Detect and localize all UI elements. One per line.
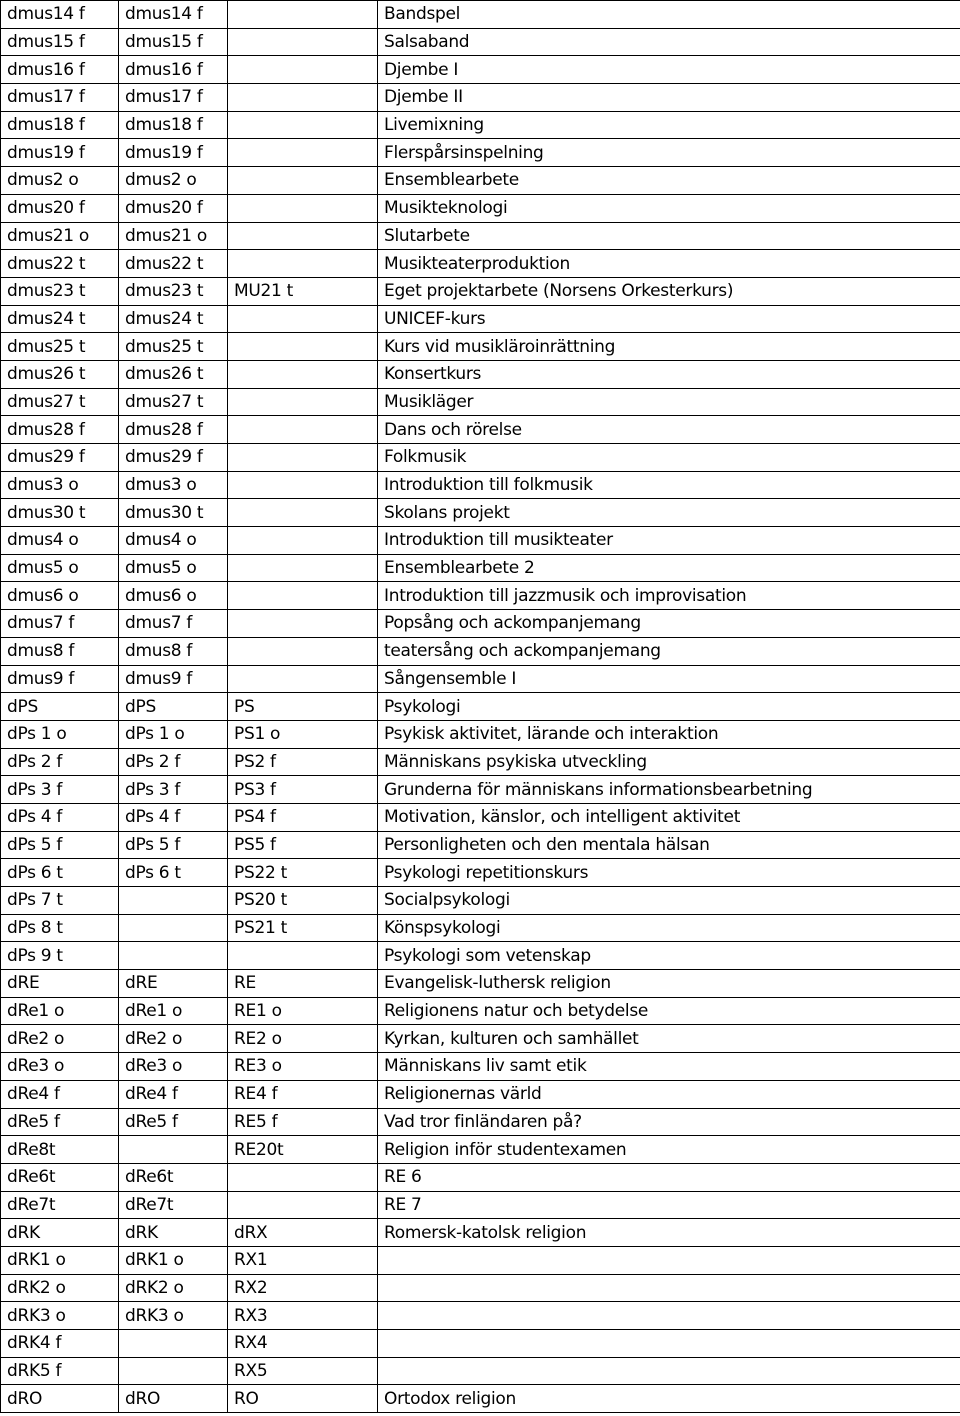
- table-row: [1, 1246, 960, 1274]
- code-cell-alt: dPs 2 f: [119, 748, 228, 776]
- code-cell: dRK5 f: [1, 1357, 119, 1385]
- course-name-cell: Ensemblearbete: [378, 167, 960, 195]
- table-row: [1, 1163, 960, 1191]
- code-cell-alt: dRe6t: [119, 1163, 228, 1191]
- table-row: [1, 859, 960, 887]
- code-cell-alt: dmus21 o: [119, 222, 228, 250]
- old-code-cell: [228, 167, 378, 195]
- code-cell-alt: dmus5 o: [119, 554, 228, 582]
- code-cell-alt: dmus9 f: [119, 665, 228, 693]
- code-cell-alt: dPs 3 f: [119, 776, 228, 804]
- table-row: [1, 637, 960, 665]
- code-cell: dPs 5 f: [1, 831, 119, 859]
- table-body: [1, 1, 960, 1413]
- course-name-cell: Introduktion till musikteater: [378, 527, 960, 555]
- old-code-cell: PS5 f: [228, 831, 378, 859]
- code-cell: dRK: [1, 1219, 119, 1247]
- code-cell: dRe4 f: [1, 1080, 119, 1108]
- course-name-cell: Skolans projekt: [378, 499, 960, 527]
- old-code-cell: [228, 942, 378, 970]
- course-name-cell: Psykologi repetitionskurs: [378, 859, 960, 887]
- course-name-cell: teatersång och ackompanjemang: [378, 637, 960, 665]
- course-name-cell: RE 7: [378, 1191, 960, 1219]
- old-code-cell: [228, 610, 378, 638]
- table-row: [1, 305, 960, 333]
- code-cell-alt: dmus19 f: [119, 139, 228, 167]
- table-row: [1, 720, 960, 748]
- table-row: [1, 693, 960, 721]
- code-cell-alt: [119, 1330, 228, 1358]
- code-cell-alt: dmus27 t: [119, 388, 228, 416]
- course-name-cell: Människans psykiska utveckling: [378, 748, 960, 776]
- code-cell: dPs 6 t: [1, 859, 119, 887]
- course-name-cell: Introduktion till jazzmusik och improvisation: [378, 582, 960, 610]
- code-cell: dmus16 f: [1, 56, 119, 84]
- code-cell: dmus29 f: [1, 444, 119, 472]
- course-name-cell: Sångensemble I: [378, 665, 960, 693]
- course-name-cell: [378, 1357, 960, 1385]
- table-row: [1, 1136, 960, 1164]
- table-row: [1, 28, 960, 56]
- course-name-cell: Introduktion till folkmusik: [378, 471, 960, 499]
- course-name-cell: Kyrkan, kulturen och samhället: [378, 1025, 960, 1053]
- table-row: [1, 1080, 960, 1108]
- code-cell-alt: dmus24 t: [119, 305, 228, 333]
- old-code-cell: RE5 f: [228, 1108, 378, 1136]
- table-row: [1, 250, 960, 278]
- old-code-cell: [228, 444, 378, 472]
- code-cell: dPs 8 t: [1, 914, 119, 942]
- table-row: [1, 222, 960, 250]
- old-code-cell: PS21 t: [228, 914, 378, 942]
- table-row: [1, 776, 960, 804]
- code-cell: dmus4 o: [1, 527, 119, 555]
- old-code-cell: [228, 333, 378, 361]
- code-cell: dRO: [1, 1385, 119, 1413]
- code-cell-alt: dmus6 o: [119, 582, 228, 610]
- old-code-cell: [228, 56, 378, 84]
- table-row: [1, 111, 960, 139]
- code-cell: dmus15 f: [1, 28, 119, 56]
- code-cell: dmus24 t: [1, 305, 119, 333]
- course-name-cell: Slutarbete: [378, 222, 960, 250]
- code-cell-alt: [119, 942, 228, 970]
- old-code-cell: RX4: [228, 1330, 378, 1358]
- code-cell: dmus5 o: [1, 554, 119, 582]
- code-cell: dmus30 t: [1, 499, 119, 527]
- course-name-cell: Folkmusik: [378, 444, 960, 472]
- code-cell: dPs 3 f: [1, 776, 119, 804]
- table-row: [1, 444, 960, 472]
- code-cell-alt: dmus22 t: [119, 250, 228, 278]
- table-row: [1, 831, 960, 859]
- course-name-cell: Livemixning: [378, 111, 960, 139]
- code-cell-alt: dRe7t: [119, 1191, 228, 1219]
- old-code-cell: RX2: [228, 1274, 378, 1302]
- code-cell-alt: dRK3 o: [119, 1302, 228, 1330]
- course-name-cell: [378, 1330, 960, 1358]
- code-cell: dPs 1 o: [1, 720, 119, 748]
- code-cell: dRE: [1, 970, 119, 998]
- code-cell: dRe5 f: [1, 1108, 119, 1136]
- code-cell: dmus21 o: [1, 222, 119, 250]
- old-code-cell: [228, 582, 378, 610]
- code-cell-alt: dRO: [119, 1385, 228, 1413]
- code-cell: dPs 4 f: [1, 803, 119, 831]
- old-code-cell: [228, 1163, 378, 1191]
- code-cell-alt: dmus28 f: [119, 416, 228, 444]
- old-code-cell: [228, 1191, 378, 1219]
- code-cell-alt: dRK: [119, 1219, 228, 1247]
- code-cell: dmus9 f: [1, 665, 119, 693]
- table-row: [1, 1357, 960, 1385]
- table-row: [1, 499, 960, 527]
- code-cell: dmus28 f: [1, 416, 119, 444]
- code-cell-alt: dmus8 f: [119, 637, 228, 665]
- code-cell-alt: [119, 914, 228, 942]
- table-row: [1, 1053, 960, 1081]
- old-code-cell: RX1: [228, 1246, 378, 1274]
- table-row: [1, 554, 960, 582]
- old-code-cell: [228, 139, 378, 167]
- old-code-cell: [228, 250, 378, 278]
- course-name-cell: [378, 1246, 960, 1274]
- code-cell: dRK3 o: [1, 1302, 119, 1330]
- code-cell: dRe3 o: [1, 1053, 119, 1081]
- code-cell-alt: dPs 5 f: [119, 831, 228, 859]
- table-row: [1, 139, 960, 167]
- table-row: [1, 56, 960, 84]
- old-code-cell: RX3: [228, 1302, 378, 1330]
- code-cell: dmus7 f: [1, 610, 119, 638]
- table-row: [1, 416, 960, 444]
- course-name-cell: Musikteknologi: [378, 194, 960, 222]
- code-cell-alt: [119, 1136, 228, 1164]
- course-name-cell: Romersk-katolsk religion: [378, 1219, 960, 1247]
- old-code-cell: [228, 499, 378, 527]
- table-row: [1, 277, 960, 305]
- course-name-cell: Socialpsykologi: [378, 887, 960, 915]
- table-row: [1, 1302, 960, 1330]
- code-cell-alt: dmus18 f: [119, 111, 228, 139]
- course-name-cell: Vad tror finländaren på?: [378, 1108, 960, 1136]
- old-code-cell: RO: [228, 1385, 378, 1413]
- old-code-cell: RE4 f: [228, 1080, 378, 1108]
- code-cell: dRe7t: [1, 1191, 119, 1219]
- course-name-cell: Musikläger: [378, 388, 960, 416]
- course-name-cell: Motivation, känslor, och intelligent aktivitet: [378, 803, 960, 831]
- code-cell-alt: [119, 1357, 228, 1385]
- code-cell: dmus14 f: [1, 1, 119, 29]
- old-code-cell: RE3 o: [228, 1053, 378, 1081]
- old-code-cell: [228, 637, 378, 665]
- table-row: [1, 1385, 960, 1413]
- code-cell-alt: dmus25 t: [119, 333, 228, 361]
- course-name-cell: Psykologi: [378, 693, 960, 721]
- course-name-cell: [378, 1274, 960, 1302]
- code-cell-alt: dmus20 f: [119, 194, 228, 222]
- code-cell-alt: dmus30 t: [119, 499, 228, 527]
- table-row: [1, 527, 960, 555]
- course-name-cell: Djembe I: [378, 56, 960, 84]
- course-name-cell: Ensemblearbete 2: [378, 554, 960, 582]
- course-name-cell: Bandspel: [378, 1, 960, 29]
- code-cell: dRe1 o: [1, 997, 119, 1025]
- course-name-cell: Psykisk aktivitet, lärande och interaktion: [378, 720, 960, 748]
- old-code-cell: [228, 527, 378, 555]
- code-cell: dPs 7 t: [1, 887, 119, 915]
- code-cell: dRe6t: [1, 1163, 119, 1191]
- course-name-cell: Djembe II: [378, 84, 960, 112]
- table-row: [1, 471, 960, 499]
- code-cell-alt: dPs 1 o: [119, 720, 228, 748]
- code-cell: dmus22 t: [1, 250, 119, 278]
- code-cell-alt: dRe5 f: [119, 1108, 228, 1136]
- table-row: [1, 167, 960, 195]
- old-code-cell: PS4 f: [228, 803, 378, 831]
- old-code-cell: PS22 t: [228, 859, 378, 887]
- code-cell: dmus8 f: [1, 637, 119, 665]
- code-cell-alt: dPS: [119, 693, 228, 721]
- course-name-cell: Flerspårsinspelning: [378, 139, 960, 167]
- table-row: [1, 748, 960, 776]
- old-code-cell: dRX: [228, 1219, 378, 1247]
- table-row: [1, 1, 960, 29]
- course-name-cell: UNICEF-kurs: [378, 305, 960, 333]
- old-code-cell: [228, 388, 378, 416]
- course-name-cell: Evangelisk-luthersk religion: [378, 970, 960, 998]
- code-cell: dmus26 t: [1, 360, 119, 388]
- course-name-cell: RE 6: [378, 1163, 960, 1191]
- course-name-cell: Religionernas värld: [378, 1080, 960, 1108]
- course-name-cell: Människans liv samt etik: [378, 1053, 960, 1081]
- code-cell-alt: dRe3 o: [119, 1053, 228, 1081]
- code-cell-alt: dmus23 t: [119, 277, 228, 305]
- old-code-cell: RE20t: [228, 1136, 378, 1164]
- table-row: [1, 194, 960, 222]
- code-cell-alt: [119, 887, 228, 915]
- table-row: [1, 942, 960, 970]
- course-name-cell: Dans och rörelse: [378, 416, 960, 444]
- old-code-cell: [228, 665, 378, 693]
- code-cell-alt: dmus17 f: [119, 84, 228, 112]
- old-code-cell: PS20 t: [228, 887, 378, 915]
- code-cell-alt: dmus29 f: [119, 444, 228, 472]
- course-name-cell: Psykologi som vetenskap: [378, 942, 960, 970]
- code-cell: dmus27 t: [1, 388, 119, 416]
- code-cell: dmus18 f: [1, 111, 119, 139]
- code-cell: dPs 2 f: [1, 748, 119, 776]
- course-name-cell: Ortodox religion: [378, 1385, 960, 1413]
- table-row: [1, 1330, 960, 1358]
- code-cell: dRe8t: [1, 1136, 119, 1164]
- code-cell: dmus19 f: [1, 139, 119, 167]
- code-cell: dmus25 t: [1, 333, 119, 361]
- table-row: [1, 803, 960, 831]
- course-name-cell: Könspsykologi: [378, 914, 960, 942]
- course-name-cell: Musikteaterproduktion: [378, 250, 960, 278]
- code-cell-alt: dRe1 o: [119, 997, 228, 1025]
- table-row: [1, 1191, 960, 1219]
- code-cell: dmus17 f: [1, 84, 119, 112]
- old-code-cell: [228, 84, 378, 112]
- code-cell-alt: dmus16 f: [119, 56, 228, 84]
- code-cell-alt: dRK1 o: [119, 1246, 228, 1274]
- code-cell: dmus2 o: [1, 167, 119, 195]
- old-code-cell: [228, 360, 378, 388]
- table-row: [1, 1108, 960, 1136]
- table-row: [1, 360, 960, 388]
- code-cell-alt: dRK2 o: [119, 1274, 228, 1302]
- code-cell: dmus6 o: [1, 582, 119, 610]
- code-cell-alt: dmus26 t: [119, 360, 228, 388]
- old-code-cell: [228, 416, 378, 444]
- table-row: [1, 84, 960, 112]
- code-cell: dmus20 f: [1, 194, 119, 222]
- code-cell-alt: dPs 4 f: [119, 803, 228, 831]
- table-row: [1, 610, 960, 638]
- old-code-cell: RE1 o: [228, 997, 378, 1025]
- course-name-cell: Grunderna för människans informationsbearbetning: [378, 776, 960, 804]
- course-name-cell: Religionens natur och betydelse: [378, 997, 960, 1025]
- table-row: [1, 1219, 960, 1247]
- code-cell-alt: dmus4 o: [119, 527, 228, 555]
- table-row: [1, 582, 960, 610]
- code-cell-alt: dmus14 f: [119, 1, 228, 29]
- code-cell-alt: dRe2 o: [119, 1025, 228, 1053]
- old-code-cell: [228, 554, 378, 582]
- code-cell: dRe2 o: [1, 1025, 119, 1053]
- old-code-cell: [228, 222, 378, 250]
- old-code-cell: [228, 194, 378, 222]
- code-cell: dmus23 t: [1, 277, 119, 305]
- code-cell: dRK4 f: [1, 1330, 119, 1358]
- course-name-cell: Personligheten och den mentala hälsan: [378, 831, 960, 859]
- table-row: [1, 970, 960, 998]
- code-cell-alt: dmus7 f: [119, 610, 228, 638]
- code-cell: dPs 9 t: [1, 942, 119, 970]
- course-name-cell: [378, 1302, 960, 1330]
- code-cell-alt: dRE: [119, 970, 228, 998]
- old-code-cell: [228, 1, 378, 29]
- old-code-cell: RE: [228, 970, 378, 998]
- code-cell-alt: dPs 6 t: [119, 859, 228, 887]
- code-cell: dRK1 o: [1, 1246, 119, 1274]
- old-code-cell: [228, 111, 378, 139]
- table-row: [1, 914, 960, 942]
- code-cell-alt: dmus3 o: [119, 471, 228, 499]
- code-cell: dmus3 o: [1, 471, 119, 499]
- old-code-cell: PS2 f: [228, 748, 378, 776]
- old-code-cell: PS1 o: [228, 720, 378, 748]
- table-row: [1, 887, 960, 915]
- code-cell-alt: dRe4 f: [119, 1080, 228, 1108]
- code-cell: dPS: [1, 693, 119, 721]
- old-code-cell: RX5: [228, 1357, 378, 1385]
- table-row: [1, 388, 960, 416]
- course-name-cell: Konsertkurs: [378, 360, 960, 388]
- course-name-cell: Salsaband: [378, 28, 960, 56]
- code-cell-alt: dmus2 o: [119, 167, 228, 195]
- table-row: [1, 1274, 960, 1302]
- table-row: [1, 1025, 960, 1053]
- code-cell: dRK2 o: [1, 1274, 119, 1302]
- old-code-cell: [228, 471, 378, 499]
- course-name-cell: Religion inför studentexamen: [378, 1136, 960, 1164]
- old-code-cell: [228, 305, 378, 333]
- code-cell-alt: dmus15 f: [119, 28, 228, 56]
- old-code-cell: [228, 28, 378, 56]
- old-code-cell: PS: [228, 693, 378, 721]
- course-name-cell: Kurs vid musikläroinrättning: [378, 333, 960, 361]
- old-code-cell: PS3 f: [228, 776, 378, 804]
- course-name-cell: Eget projektarbete (Norsens Orkesterkurs): [378, 277, 960, 305]
- old-code-cell: RE2 o: [228, 1025, 378, 1053]
- table-row: [1, 665, 960, 693]
- table-row: [1, 333, 960, 361]
- old-code-cell: MU21 t: [228, 277, 378, 305]
- course-name-cell: Popsång och ackompanjemang: [378, 610, 960, 638]
- table-row: [1, 997, 960, 1025]
